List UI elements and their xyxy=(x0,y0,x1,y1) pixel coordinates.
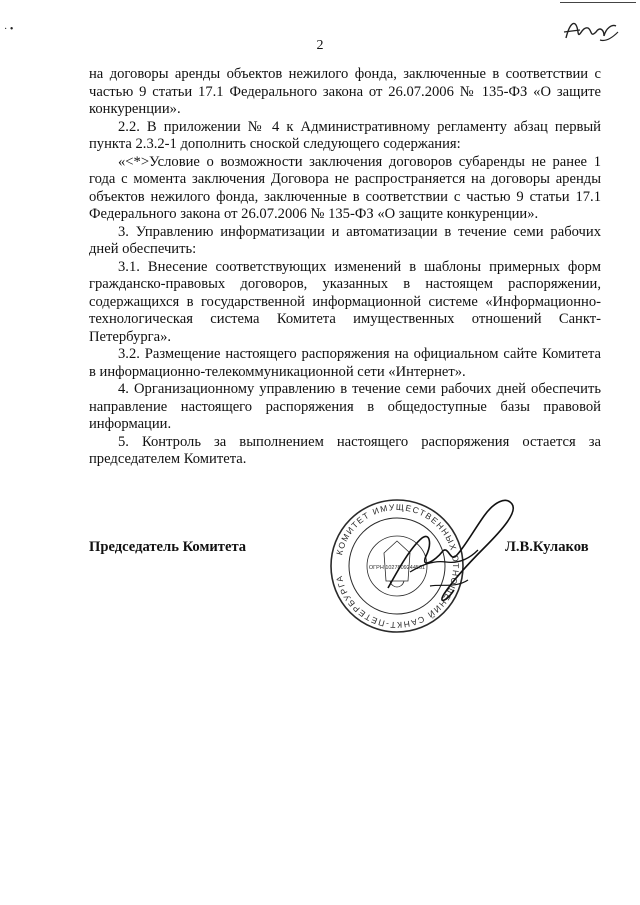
paragraph: 3.2. Размещение настоящего распоряжения на официальном сайте Комитета в информационно-телекоммуникационной сети «Интернет». xyxy=(89,346,601,380)
signatory-name: Л.В.Кулаков xyxy=(505,539,589,555)
paragraph: «<*>Условие о возможности заключения договоров субаренды не ранее 1 года с момента заключения Договора не распространяется на договоры аренды объектов нежилого фонда, заключенные в соответствии с частью 9 статьи 17.1 Федерального закона от 26.07.2006 № 135-ФЗ «О защите конкуренции». xyxy=(89,153,601,222)
scan-marks: · • xyxy=(4,24,14,35)
top-rule xyxy=(560,2,636,3)
document-body xyxy=(89,66,601,469)
paragraph: 2.2. В приложении № 4 к Административному регламенту абзац первый пункта 2.3.2-1 дополнить сноской следующего содержания: xyxy=(89,118,601,152)
seal-center-text: ОГРН 1027809244561 xyxy=(368,565,426,571)
page-number: 2 xyxy=(316,38,324,53)
paragraph: на договоры аренды объектов нежилого фонда, заключенные в соответствии с частью 9 статьи 17.1 Федерального закона от 26.07.2006 № 135-ФЗ «О защите конкуренции». xyxy=(89,66,601,117)
paragraph: 4. Организационному управлению в течение семи рабочих дней обеспечить направление настоящего распоряжения в общедоступные базы правовой информации. xyxy=(89,381,601,432)
paragraph: 3. Управлению информатизации и автоматизации в течение семи рабочих дней обеспечить: xyxy=(89,223,601,257)
signatory-title: Председатель Комитета xyxy=(89,539,247,555)
paragraph: 3.1. Внесение соответствующих изменений в шаблоны примерных форм гражданско-правовых договоров, указанных в настоящем распоряжении, содержащихся в государственной информационной системе «Информационно-технологическая система Комитета имущественных отношений Санкт-Петербурга». xyxy=(89,258,601,345)
seal-outer-text: КОМИТЕТ ИМУЩЕСТВЕННЫХ ОТНОШЕНИЙ САНКТ-ПЕТЕРБУРГА xyxy=(333,501,462,631)
paragraph: 5. Контроль за выполнением настоящего распоряжения остается за председателем Комитета. xyxy=(89,433,601,467)
handwritten-signature xyxy=(380,490,530,630)
